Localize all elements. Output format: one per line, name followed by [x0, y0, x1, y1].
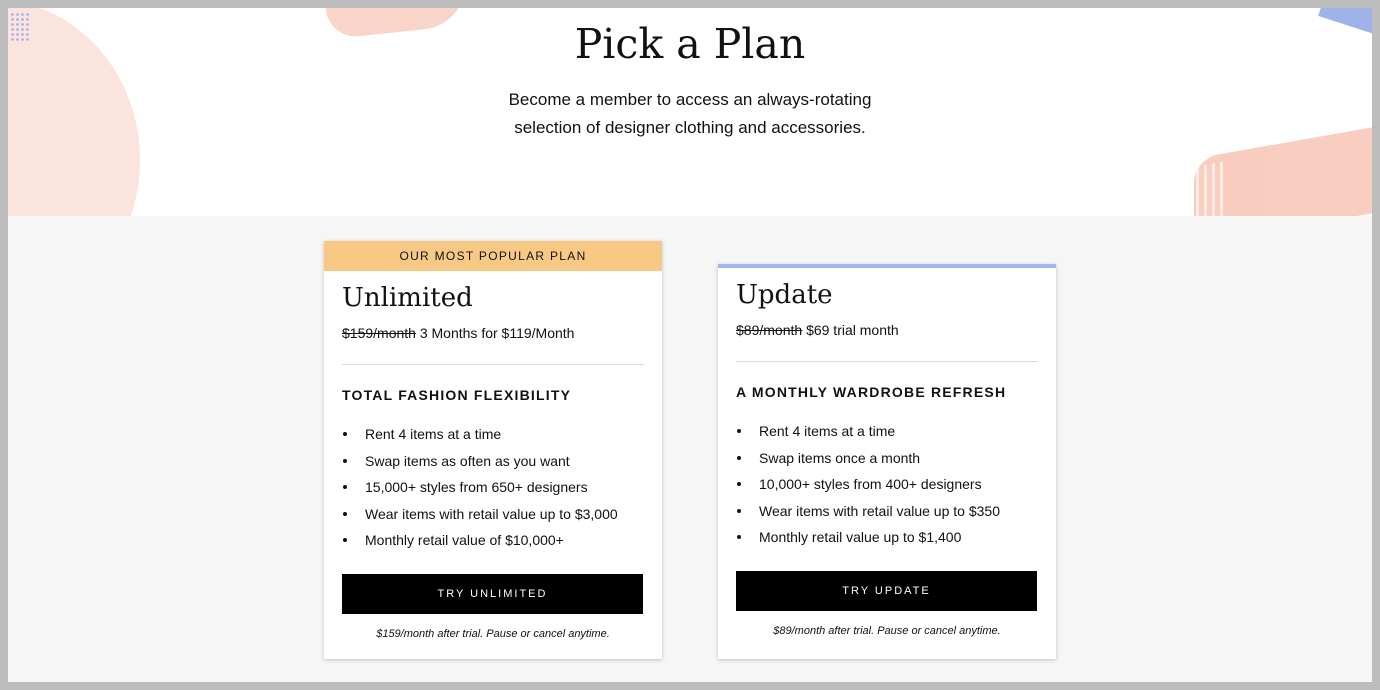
divider [342, 364, 644, 365]
decorative-brush-stroke-right [1194, 125, 1372, 216]
feature-item: Monthly retail value of $10,000+ [342, 531, 644, 558]
plan-price [342, 325, 644, 341]
feature-item: Monthly retail value up to $1,400 [736, 528, 1038, 555]
feature-item: 15,000+ styles from 650+ designers [342, 478, 644, 505]
feature-item: Wear items with retail value up to $350 [736, 502, 1038, 529]
plan-tagline: A MONTHLY WARDROBE REFRESH [736, 384, 1007, 400]
offer-price: $69 trial month [806, 322, 899, 338]
try-update-button[interactable]: TRY UPDATE [736, 571, 1037, 611]
feature-list [736, 422, 1038, 555]
plan-fine-print: $89/month after trial. Pause or cancel anytime. [773, 624, 1001, 637]
plan-card-update [718, 264, 1056, 659]
plan-card-body [718, 280, 1056, 637]
plan-card-unlimited [324, 241, 662, 659]
original-price: $159/month [342, 325, 416, 341]
plan-tagline: TOTAL FASHION FLEXIBILITY [342, 387, 572, 403]
plan-price [736, 322, 1038, 338]
original-price: $89/month [736, 322, 803, 338]
offer-price: 3 Months for $119/Month [419, 325, 575, 341]
plan-fine-print: $159/month after trial. Pause or cancel anytime. [376, 627, 610, 640]
plan-accent-bar [718, 264, 1056, 268]
feature-item: Rent 4 items at a time [736, 422, 1038, 449]
feature-item: Swap items once a month [736, 449, 1038, 476]
plan-name: Update [736, 280, 833, 310]
page-title: Pick a Plan [574, 20, 806, 68]
popular-plan-banner: OUR MOST POPULAR PLAN [324, 241, 662, 271]
hero-section [8, 8, 1372, 216]
plan-name: Unlimited [342, 283, 473, 313]
subtitle-line-1: Become a member to access an always-rotating [508, 90, 872, 109]
try-unlimited-button[interactable]: TRY UNLIMITED [342, 574, 643, 614]
feature-item: 10,000+ styles from 400+ designers [736, 475, 1038, 502]
page-frame [8, 8, 1372, 682]
feature-item: Wear items with retail value up to $3,000 [342, 505, 644, 532]
plan-card-body [324, 283, 662, 640]
feature-item: Rent 4 items at a time [342, 425, 644, 452]
page-subtitle [440, 86, 940, 142]
subtitle-line-2: selection of designer clothing and accessories. [514, 118, 866, 137]
feature-item: Swap items as often as you want [342, 452, 644, 479]
divider [736, 361, 1038, 362]
feature-list [342, 425, 644, 558]
